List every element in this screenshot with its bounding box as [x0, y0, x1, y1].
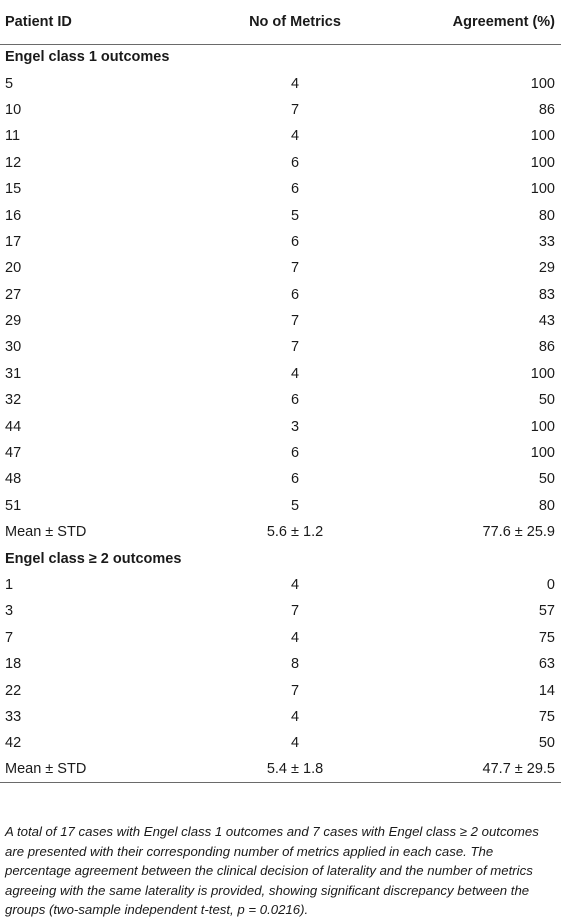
cell-agreement: 100: [530, 418, 555, 435]
cell-patient-id: 29: [5, 313, 22, 330]
caption-container: [0, 822, 561, 920]
cell-agreement: 86: [538, 101, 555, 118]
cell-patient-id: 22: [5, 682, 22, 699]
table-row: [0, 413, 561, 439]
table-row: [0, 334, 561, 360]
summary-agreement: 47.7 ± 29.5: [390, 757, 561, 783]
cell-patient-id: 3: [5, 603, 14, 620]
table-row: [0, 70, 561, 96]
cell-no-of-metrics: 5: [290, 497, 300, 514]
cell-no-of-metrics: 8: [290, 656, 300, 673]
cell-patient-id: 30: [5, 339, 22, 356]
cell-agreement: 50: [538, 392, 555, 409]
cell-patient-id: 17: [5, 233, 22, 250]
cell-no-of-metrics: 6: [290, 445, 300, 462]
cell-patient-id: 5: [5, 75, 14, 92]
cell-agreement: 100: [530, 445, 555, 462]
table-row: [0, 572, 561, 598]
cell-patient-id: 20: [5, 260, 22, 277]
table-row: [0, 361, 561, 387]
summary-agreement: 77.6 ± 25.9: [482, 524, 555, 541]
cell-patient-id: 48: [5, 471, 22, 488]
cell-patient-id: 1: [5, 577, 14, 593]
table-row: [0, 677, 561, 703]
cell-no-of-metrics: 4: [290, 75, 300, 92]
table-row: [0, 97, 561, 123]
cell-patient-id: 42: [5, 735, 22, 752]
table-body: [0, 44, 561, 783]
cell-patient-id: 11: [5, 128, 21, 145]
cell-agreement: 14: [538, 682, 555, 699]
table-row: [0, 730, 561, 756]
cell-agreement: 29: [538, 260, 555, 277]
table-row: [0, 625, 561, 651]
cell-no-of-metrics: 6: [290, 154, 300, 171]
cell-no-of-metrics: 6: [290, 471, 300, 488]
cell-no-of-metrics: 4: [290, 365, 300, 382]
table-row: [0, 704, 561, 730]
cell-patient-id: 44: [5, 418, 22, 435]
cell-agreement: 50: [538, 735, 555, 752]
cell-no-of-metrics: 4: [290, 708, 300, 725]
header-no-of-metrics: No of Metrics: [200, 0, 390, 44]
cell-agreement: 57: [538, 603, 555, 620]
cell-agreement: 80: [538, 497, 555, 514]
cell-patient-id: 47: [5, 445, 22, 462]
cell-no-of-metrics: 5: [290, 207, 300, 224]
table-caption: A total of 17 cases with Engel class 1 outcomes and 7 cases with Engel class ≥ 2 outcomes are presented with their corresponding number of metrics applied in each case. The percentage agreement between the clinical decision of laterality and the number of metrics agreeing with the same laterality is provided, showing significant discrepancy between the groups (two-sample independent t-test, p = 0.0216).: [5, 824, 539, 917]
group-title: Engel class 1 outcomes: [5, 49, 170, 66]
table-row: [0, 176, 561, 202]
cell-no-of-metrics: 7: [290, 260, 300, 277]
cell-agreement: 33: [538, 233, 555, 250]
table-row: [0, 493, 561, 519]
cell-no-of-metrics: 4: [290, 577, 300, 593]
summary-no-of-metrics: 5.4 ± 1.8: [200, 757, 390, 783]
cell-no-of-metrics: 3: [290, 418, 300, 435]
cell-patient-id: 15: [5, 181, 22, 198]
cell-agreement: 100: [530, 75, 555, 92]
cell-agreement: 100: [530, 181, 555, 198]
cell-patient-id: 51: [5, 497, 22, 514]
cell-patient-id: 31: [5, 365, 22, 382]
table-row: [0, 202, 561, 228]
summary-label: Mean ± STD: [5, 524, 87, 541]
cell-no-of-metrics: 6: [290, 181, 300, 198]
header-row: [0, 0, 561, 44]
cell-agreement: 100: [530, 365, 555, 382]
summary-row: [0, 757, 561, 783]
header-agreement: Agreement (%): [390, 0, 561, 44]
summary-row: [0, 519, 561, 545]
table-row: [0, 308, 561, 334]
cell-agreement: 100: [530, 154, 555, 171]
table-row: [0, 229, 561, 255]
group-heading-row: [0, 545, 561, 571]
cell-agreement: 83: [538, 286, 555, 303]
table-row: [0, 255, 561, 281]
table-row: [0, 651, 561, 677]
cell-agreement: 63: [538, 656, 555, 673]
cell-no-of-metrics: 4: [290, 629, 300, 646]
cell-patient-id: 18: [5, 656, 22, 673]
table-row: [0, 440, 561, 466]
cell-patient-id: 12: [5, 154, 22, 171]
cell-no-of-metrics: 6: [290, 233, 300, 250]
cell-no-of-metrics: 7: [290, 603, 300, 620]
table-header: [0, 0, 561, 44]
cell-agreement: 43: [538, 313, 555, 330]
cell-agreement: 80: [538, 207, 555, 224]
cell-agreement: 50: [538, 471, 555, 488]
cell-no-of-metrics: 4: [290, 735, 300, 752]
summary-no-of-metrics: 5.6 ± 1.2: [266, 524, 324, 541]
cell-patient-id: 27: [5, 286, 22, 303]
cell-no-of-metrics: 7: [290, 339, 300, 356]
cell-no-of-metrics: 6: [290, 286, 300, 303]
group-heading-row: [0, 44, 561, 70]
cell-no-of-metrics: 6: [290, 392, 300, 409]
cell-agreement: 75: [538, 708, 555, 725]
cell-agreement: 100: [530, 128, 555, 145]
cell-patient-id: 7: [5, 629, 14, 646]
header-patient-id: Patient ID: [0, 0, 200, 44]
table-row: [0, 123, 561, 149]
cell-no-of-metrics: 7: [290, 101, 300, 118]
cell-agreement: 75: [538, 629, 555, 646]
cell-patient-id: 16: [5, 207, 22, 224]
group-title: Engel class ≥ 2 outcomes: [5, 550, 182, 567]
cell-patient-id: 33: [5, 708, 22, 725]
table-row: [0, 466, 561, 492]
table-row: [0, 387, 561, 413]
cell-no-of-metrics: 7: [290, 682, 300, 699]
table-row: [0, 598, 561, 624]
cell-no-of-metrics: 4: [290, 128, 300, 145]
table-row: [0, 282, 561, 308]
cell-patient-id: 10: [5, 101, 22, 118]
cell-agreement: 0: [546, 577, 555, 593]
cell-agreement: 86: [538, 339, 555, 356]
cell-patient-id: 32: [5, 392, 22, 409]
table-row: [0, 150, 561, 176]
summary-label: Mean ± STD: [0, 757, 200, 783]
cell-no-of-metrics: 7: [290, 313, 300, 330]
